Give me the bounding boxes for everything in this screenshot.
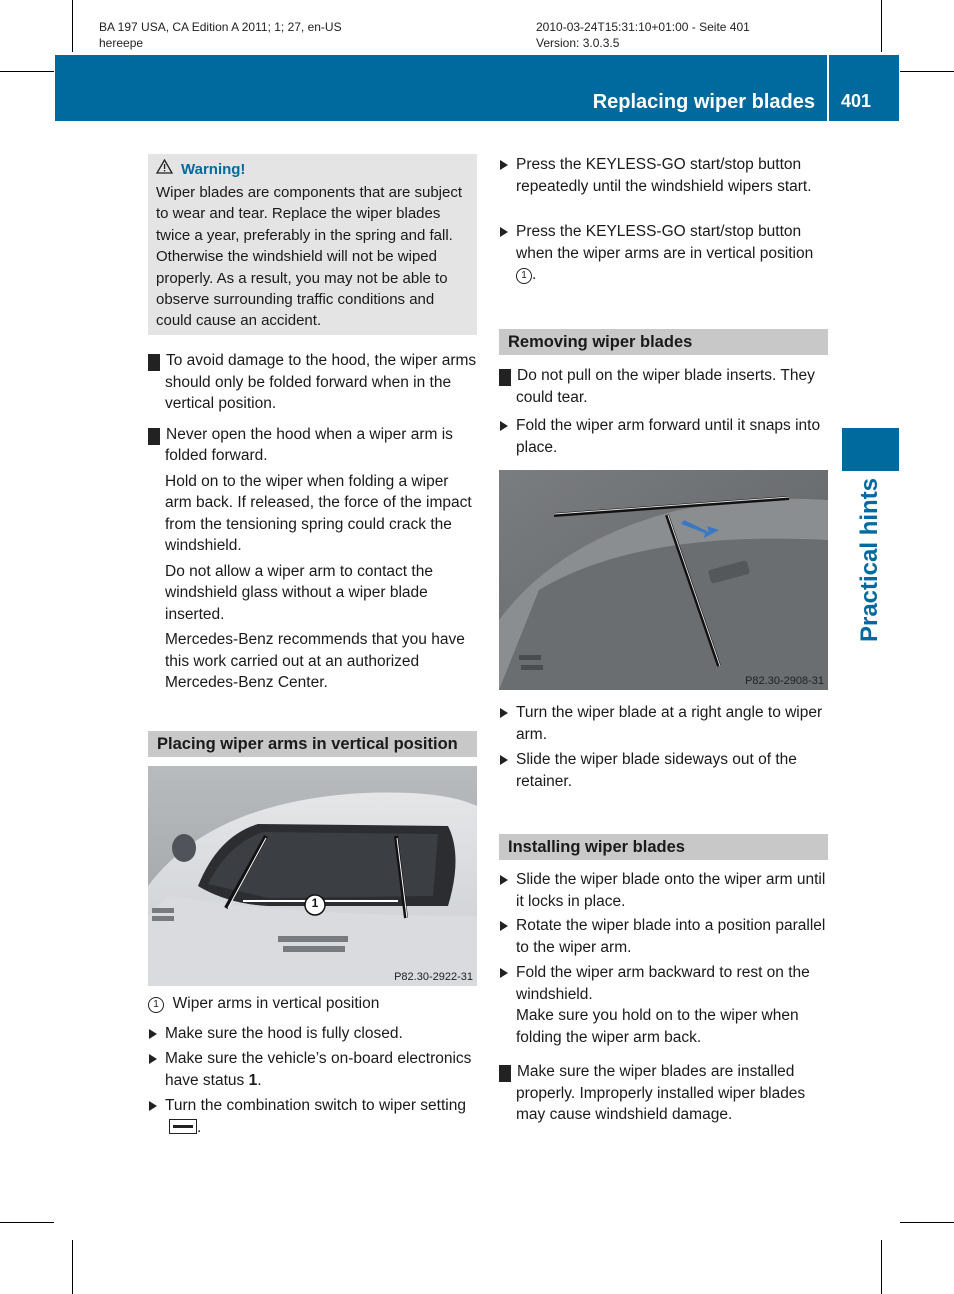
step-item xyxy=(499,869,829,912)
page-number: 401 xyxy=(841,91,872,111)
punctuation: . xyxy=(532,266,537,283)
crop-mark xyxy=(900,71,954,72)
caution-note xyxy=(143,350,479,415)
section-heading-removing: Removing wiper blades xyxy=(499,329,828,355)
step-item xyxy=(499,749,829,792)
step-item xyxy=(499,962,829,1048)
crop-mark xyxy=(72,0,73,52)
print-meta-left xyxy=(99,19,342,51)
image-code: P82.30-2908-31 xyxy=(745,675,824,687)
left-notes xyxy=(143,350,479,694)
step-item xyxy=(499,702,829,745)
note-text: Make sure the wiper blades are installed properly. Improperly installed wiper blades may cause windshield damage. xyxy=(516,1063,806,1123)
crop-mark xyxy=(881,1240,882,1294)
step-item xyxy=(148,1095,479,1138)
crop-mark xyxy=(900,1222,954,1223)
legend-item xyxy=(148,993,479,1015)
warning-heading xyxy=(156,159,245,178)
section-heading-installing: Installing wiper blades xyxy=(499,834,828,860)
page-title: Replacing wiper blades xyxy=(592,91,815,113)
step-text: Press the KEYLESS-GO start/stop button when the wiper arms are in vertical position xyxy=(516,223,814,262)
removing-note xyxy=(494,365,830,408)
step-text: Slide the wiper blade sideways out of the retainer. xyxy=(516,751,797,790)
punctuation: . xyxy=(257,1071,262,1089)
step-text: Make sure the hood is fully closed. xyxy=(165,1025,403,1042)
wiper-illustration xyxy=(499,470,828,690)
note-text: Never open the hood when a wiper arm is folded forward. xyxy=(165,425,453,464)
vertical-steps xyxy=(148,993,479,1015)
header-divider xyxy=(827,55,829,121)
step-text: Turn the combination switch to wiper setting xyxy=(165,1097,466,1114)
step-item xyxy=(148,1048,479,1091)
meta-line: hereepe xyxy=(99,36,144,50)
step-item xyxy=(499,915,829,958)
step-item xyxy=(148,1023,479,1045)
meta-line: 2010-03-24T15:31:10+01:00 - Seite 401 xyxy=(536,20,750,34)
page-header xyxy=(55,55,899,121)
crop-mark xyxy=(0,71,54,72)
car-illustration xyxy=(148,766,477,986)
note-paragraph: Hold on to the wiper when folding a wiper arm back. If released, the force of the impact from the tensioning spring could crack the windshield. xyxy=(165,472,472,554)
warning-triangle-icon xyxy=(156,159,173,174)
step-text: Press the KEYLESS-GO start/stop button repeatedly until the windshield wipers start. xyxy=(516,156,812,195)
step-text: Fold the wiper arm backward to rest on the windshield. xyxy=(516,964,810,1003)
note-paragraph: Mercedes-Benz recommends that you have this work carried out at an authorized Mercedes-Benz Center. xyxy=(165,631,465,691)
punctuation: . xyxy=(197,1118,202,1136)
callout-circle: 1 xyxy=(148,997,164,1013)
callout-number: 1 xyxy=(311,896,319,910)
callout-circle: 1 xyxy=(516,268,532,284)
exclamation-icon: ! xyxy=(499,1065,511,1082)
step-item xyxy=(499,415,829,458)
status-value: 1 xyxy=(248,1071,258,1089)
exclamation-icon: ! xyxy=(148,354,160,371)
wiper-setting-icon xyxy=(169,1119,197,1134)
warning-box xyxy=(148,154,477,335)
chapter-tab-marker xyxy=(842,428,899,471)
crop-mark xyxy=(72,1240,73,1294)
step-item xyxy=(499,154,829,197)
step-subtext: Make sure you hold on to the wiper when folding the wiper arm back. xyxy=(516,1007,799,1046)
print-meta-right xyxy=(536,19,750,51)
step-text: Fold the wiper arm forward until it snaps into place. xyxy=(516,417,821,456)
exclamation-icon: ! xyxy=(148,428,160,445)
step-item xyxy=(499,221,829,286)
step-text: Slide the wiper blade onto the wiper arm until it locks in place. xyxy=(516,871,826,910)
note-paragraph: Do not allow a wiper arm to contact the windshield glass without a wiper blade inserted. xyxy=(165,562,433,623)
wiper-arm-forward-photo xyxy=(499,470,828,690)
crop-mark xyxy=(881,0,882,52)
section-heading-vertical: Placing wiper arms in vertical position xyxy=(148,731,477,757)
caution-note xyxy=(494,1061,830,1126)
note-text: To avoid damage to the hood, the wiper arms should only be folded forward when in the vertical position. xyxy=(165,352,477,412)
warning-title: Warning! xyxy=(181,161,246,178)
step-text: Rotate the wiper blade into a position parallel to the wiper arm. xyxy=(516,917,826,956)
note-text: Do not pull on the wiper blade inserts. They could tear. xyxy=(516,367,815,406)
exclamation-icon: ! xyxy=(499,369,511,386)
installing-note xyxy=(494,1061,830,1126)
image-code: P82.30-2922-31 xyxy=(394,971,473,983)
warning-text: Wiper blades are components that are subject to wear and tear. Replace the wiper blades twice a year, preferably in the spring and fall. Otherwise the windshield will not be wiped properly. As a result, you may not be able to observe surrounding traffic conditions and could cause an accident. xyxy=(156,184,462,330)
legend-text: Wiper arms in vertical position xyxy=(172,995,380,1012)
caution-note xyxy=(494,365,830,408)
caution-note xyxy=(143,424,479,467)
step-text: Make sure the vehicle’s on-board electronics have status xyxy=(165,1050,472,1089)
meta-line: Version: 3.0.3.5 xyxy=(536,36,620,50)
crop-mark xyxy=(0,1222,54,1223)
wiper-arms-vertical-photo xyxy=(148,766,477,986)
chapter-label: Practical hints xyxy=(856,477,883,643)
step-text: Turn the wiper blade at a right angle to wiper arm. xyxy=(516,704,823,743)
meta-line: BA 197 USA, CA Edition A 2011; 1; 27, en-US xyxy=(99,20,342,34)
